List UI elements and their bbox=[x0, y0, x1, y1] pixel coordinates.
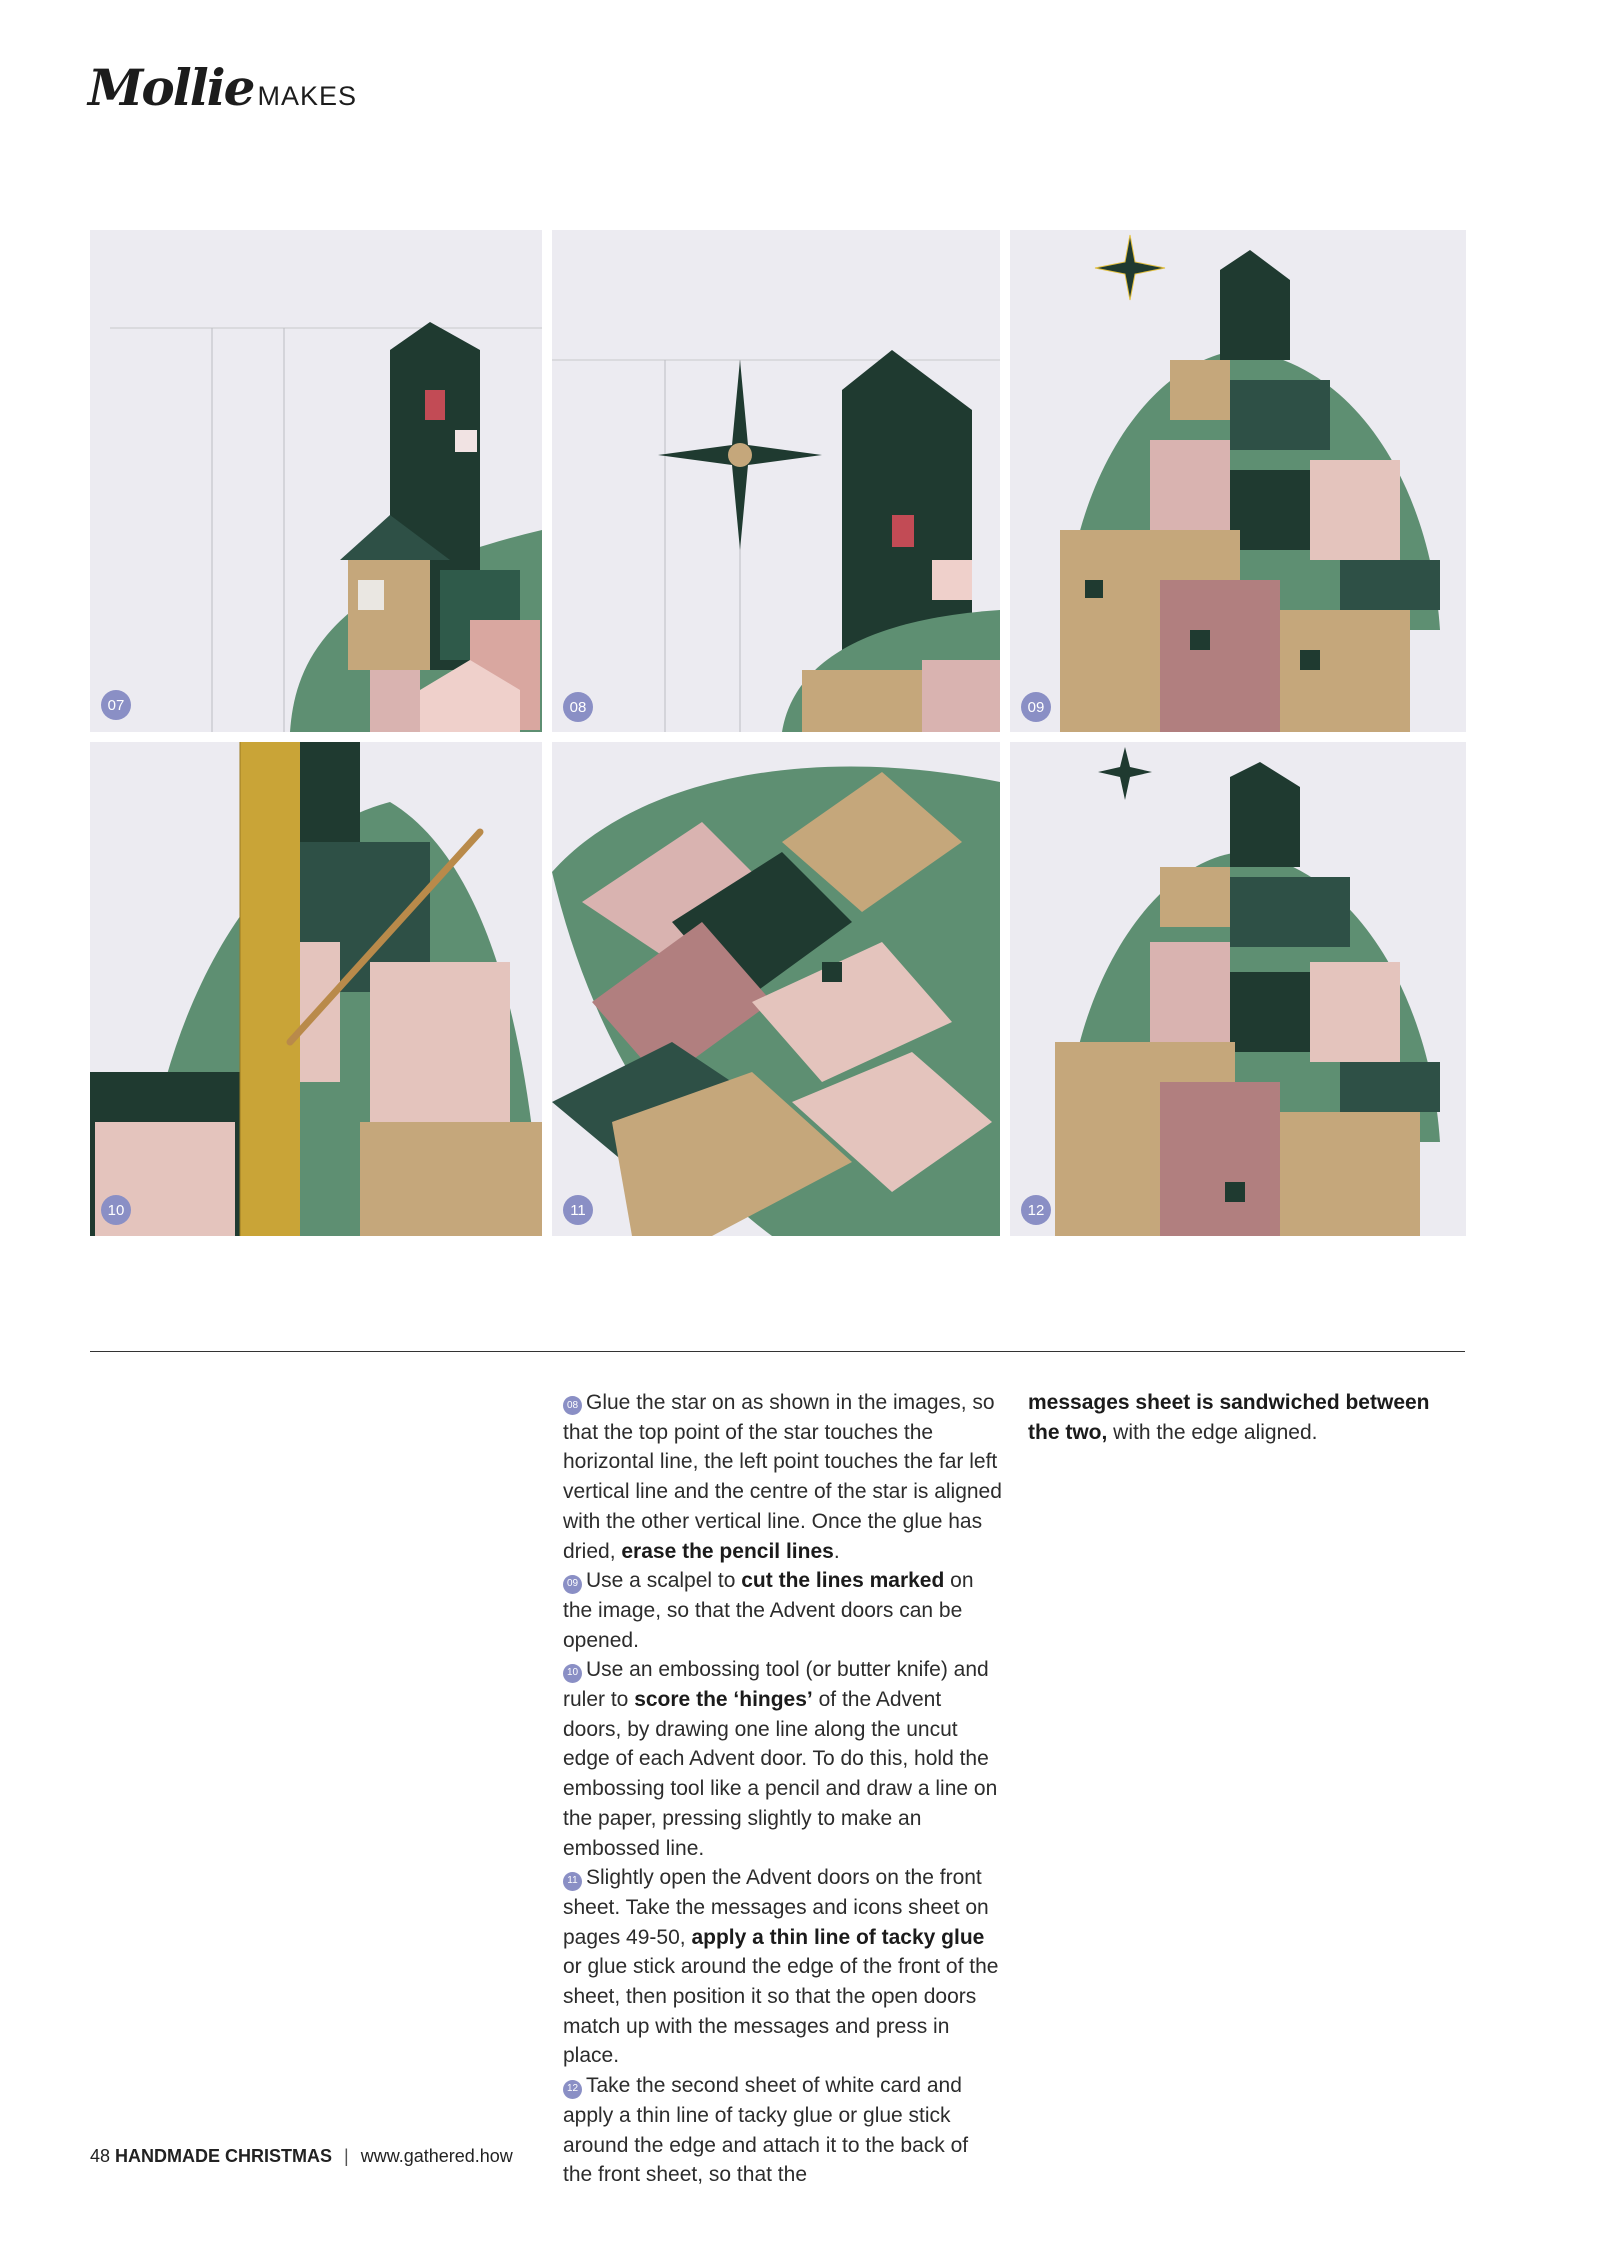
instructions-column-2 bbox=[1028, 1388, 1465, 1447]
page-footer bbox=[90, 2146, 513, 2167]
step-10-number: 10 bbox=[563, 1664, 582, 1683]
photo-badge-12: 12 bbox=[1021, 1195, 1051, 1225]
instructions-column-1 bbox=[563, 1388, 1003, 2190]
photo-step-07 bbox=[90, 230, 542, 732]
step-12-emphasis: messages sheet is sandwiched between the two, bbox=[1028, 1391, 1430, 1444]
photo-badge-11: 11 bbox=[563, 1195, 593, 1225]
step-10-emphasis: score the ‘hinges’ bbox=[634, 1688, 813, 1712]
step-11-text: 11 Slightly open the Advent doors on the front sheet. Take the messages and icons sheet on pages 49-50, apply a thin line of tacky glue or glue stick around the edge of the front of the sheet, then position it so that the open doors match up with the messages and press in place. bbox=[563, 1866, 999, 2068]
photo-step-10 bbox=[90, 742, 542, 1236]
photo-step-11 bbox=[552, 742, 1000, 1236]
photo-badge-10: 10 bbox=[101, 1195, 131, 1225]
footer-separator: | bbox=[344, 2146, 349, 2166]
step-09-number: 09 bbox=[563, 1575, 582, 1594]
step-09-emphasis: cut the lines marked bbox=[741, 1569, 945, 1593]
step-08-emphasis: erase the pencil lines bbox=[621, 1539, 834, 1563]
step-12-number: 12 bbox=[563, 2080, 582, 2099]
magazine-logo bbox=[88, 58, 357, 118]
step-08-text: 08 Glue the star on as shown in the images, so that the top point of the star touches the horizontal line, the left point touches the far left vertical line and the centre of the star is aligned with the other vertical line. Once the glue has dried, erase the pencil lines. bbox=[563, 1391, 1002, 1563]
photo-badge-08: 08 bbox=[563, 692, 593, 722]
magazine-title: HANDMADE CHRISTMAS bbox=[115, 2146, 333, 2166]
photo-step-08 bbox=[552, 230, 1000, 732]
step-12-text-continued: messages sheet is sandwiched between the two, with the edge aligned. bbox=[1028, 1391, 1430, 1444]
photo-badge-09: 09 bbox=[1021, 692, 1051, 722]
section-divider bbox=[90, 1351, 1465, 1352]
step-12-text-start: 12 Take the second sheet of white card and apply a thin line of tacky glue or glue stick around the edge and attach it to the back of the front sheet, so that the bbox=[563, 2074, 969, 2187]
photo-step-09 bbox=[1010, 230, 1466, 732]
logo-script: Mollie bbox=[88, 58, 254, 117]
step-10-text: 10 Use an embossing tool (or butter knife) and ruler to score the ‘hinges’ of the Advent doors, by drawing one line along the uncut edge of each Advent door. To do this, hold the embossing tool like a pencil and draw a line on the paper, pressing slightly to make an embossed line. bbox=[563, 1658, 998, 1860]
page-number: 48 bbox=[90, 2146, 111, 2166]
photo-badge-07: 07 bbox=[101, 690, 131, 720]
step-11-number: 11 bbox=[563, 1872, 582, 1891]
photo-step-12 bbox=[1010, 742, 1466, 1236]
footer-url[interactable]: www.gathered.how bbox=[360, 2146, 513, 2166]
step-11-emphasis: apply a thin line of tacky glue bbox=[691, 1925, 985, 1949]
step-09-text: 09 Use a scalpel to cut the lines marked on the image, so that the Advent doors can be opened. bbox=[563, 1569, 974, 1652]
logo-word: MAKES bbox=[257, 81, 358, 111]
step-08-number: 08 bbox=[563, 1396, 582, 1415]
